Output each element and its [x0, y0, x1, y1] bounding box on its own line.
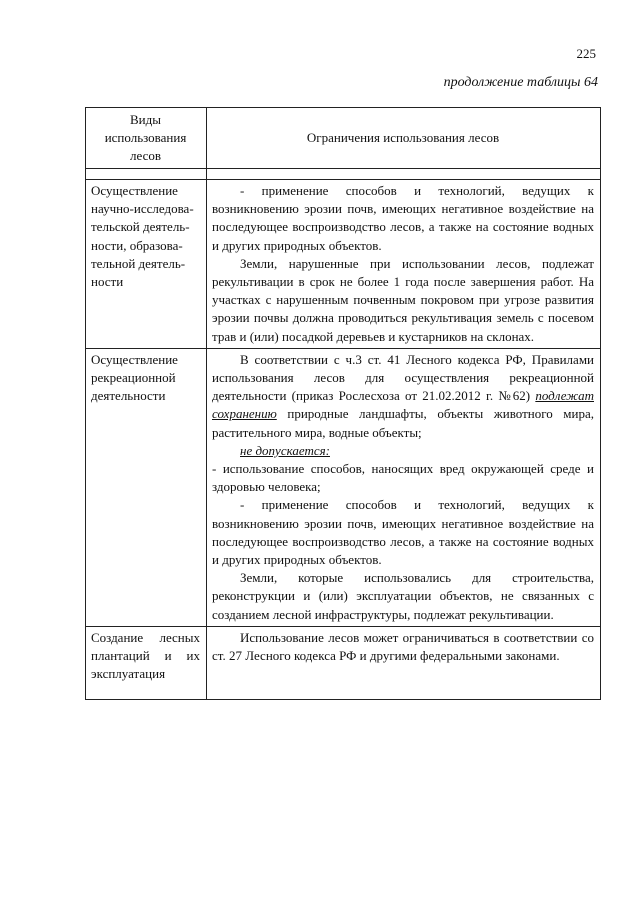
page-number: 225: [576, 46, 596, 61]
restriction-paragraph: Земли, нарушенные при использовании лесов, подлежат рекультивации в срок не более 1 года после завершения работ. На участках с нарушенным почвенным покровом при угрозе развития эрозии почвы должна проводиться рекультивация земель с посевом трав и (или) посадкой деревьев и кустарников на склонах.: [212, 255, 594, 344]
not-allowed-heading: не допускается:: [240, 442, 330, 458]
usage-type-text: Создание лесных плантаций и их эксплуатация: [91, 629, 200, 682]
usage-type-text: Осуществление научно-исследова-тельской деятель-ности, образова-тельной деятель-ности: [91, 183, 194, 290]
header-usage-types: Виды использования лесов: [86, 108, 207, 169]
restriction-paragraph: Использование лесов может ограничиваться в соответствии со ст. 27 Лесного кодекса РФ и другими федеральными законами.: [212, 629, 594, 664]
spacer-cell: [86, 169, 207, 180]
spacer-cell: [207, 169, 601, 180]
restriction-paragraph: - применение способов и технологий, ведущих к возникновению эрозии почв, имеющих негативное воздействие на последующее воспроизводство лесов, а также на состояние водных и других природных объектов.: [212, 497, 594, 568]
table-continuation-caption: продолжение таблицы 64: [443, 75, 598, 90]
not-allowed-heading-line: [212, 442, 594, 460]
restriction-paragraph: [212, 351, 594, 442]
usage-type-cell: [86, 180, 207, 349]
restriction-cell: [207, 348, 601, 626]
restriction-paragraph: - использование способов, наносящих вред окружающей среде и здоровью человека;: [212, 461, 594, 495]
usage-type-text: Осуществление рекреационной деятельности: [91, 351, 178, 404]
header-restrictions: Ограничения использования лесов: [207, 108, 601, 169]
usage-type-cell: [86, 626, 207, 699]
table-row: [86, 180, 601, 349]
restriction-cell: [207, 180, 601, 349]
restrictions-table: [85, 107, 601, 700]
table-row: [86, 626, 601, 699]
usage-type-cell: [86, 348, 207, 626]
preserved-objects-text: природные ландшафты, объекты животного мира, растительного мира, водные объекты;: [212, 406, 594, 440]
table-spacer-row: [86, 169, 601, 180]
legal-basis-text: В соответствии с ч.3 ст. 41 Лесного кодекса РФ, Правилами использования лесов для осуществления рекреационной деятельности (приказ Рослесхоза от 21.02.2012 г. №62): [212, 351, 594, 404]
table-header-row: [86, 108, 601, 169]
table-row: [86, 348, 601, 626]
restriction-paragraph: Земли, которые использовались для строительства, реконструкции и (или) эксплуатации объектов, не связанных с созданием лесной инфраструктуры, подлежат рекультивации.: [212, 570, 594, 622]
restriction-cell: [207, 626, 601, 699]
restriction-paragraph: - применение способов и технологий, ведущих к возникновению эрозии почв, имеющих негативное воздействие на последующее воспроизводство лесов, а также на состояние водных и других природных объектов.: [212, 183, 594, 253]
emphasis-to-preserve: подлежат сохранению: [212, 388, 594, 422]
